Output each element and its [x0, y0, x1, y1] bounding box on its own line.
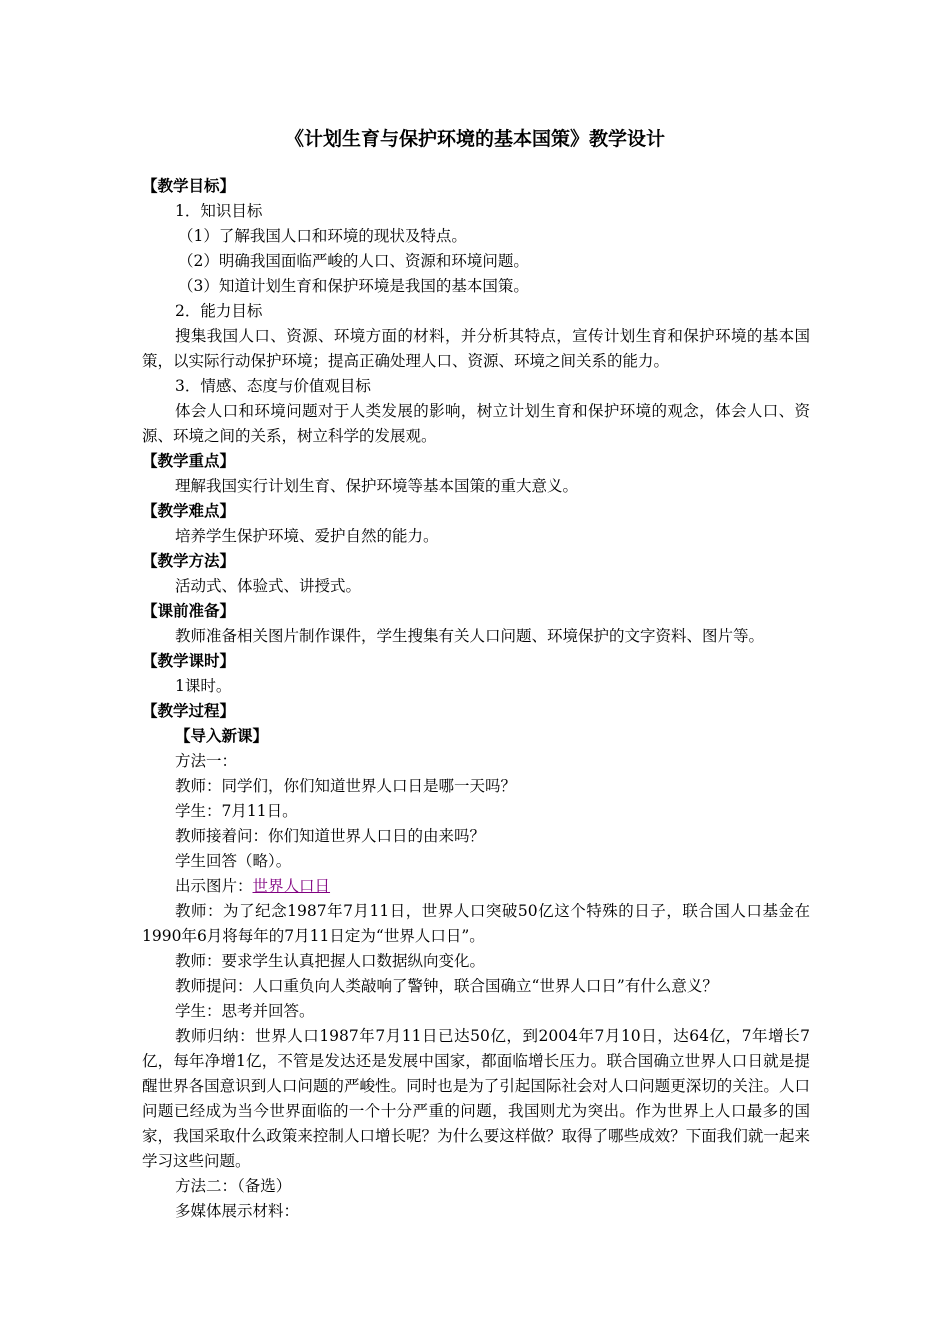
- process-heading: 【教学过程】: [142, 702, 236, 720]
- hours-heading: 【教学课时】: [142, 652, 236, 670]
- knowledge-heading: 1．知识目标: [175, 202, 263, 220]
- teacher-ask: 教师提问：人口重负向人类敲响了警钟，联合国确立“世界人口日”有什么意义？: [175, 977, 718, 995]
- dialog-line: 学生回答（略）。: [175, 852, 292, 870]
- method-text: 活动式、体验式、讲授式。: [175, 577, 362, 595]
- dialog-line: 教师接着问：你们知道世界人口日的由来吗？: [175, 827, 486, 845]
- emotion-text: 体会人口和环境问题对于人类发展的影响，树立计划生育和保护环境的观念，体会人口、资源、环境之间的关系，树立科学的发展观。: [142, 402, 810, 445]
- teacher-summary: 教师归纳：世界人口1987年7月11日已达50亿，到2004年7月10日，达64亿，7年增长7亿，每年净增1亿，不管是发达还是发展中国家，都面临增长压力。联合国确立世界人口日就是提醒世界各国意识到人口问题的严峻性。同时也是为了引起国际社会对人口问题更深切的关注。人口问题已经成为当今世界面临的一个十分严重的问题，我国则尤为突出。作为世界上人口最多的国家，我国采取什么政策来控制人口增长呢？为什么要这样做？取得了哪些成效？下面我们就一起来学习这些问题。: [142, 1027, 810, 1170]
- intro-heading: 【导入新课】: [175, 727, 269, 745]
- ability-text: 搜集我国人口、资源、环境方面的材料，并分析其特点，宣传计划生育和保护环境的基本国策，以实际行动保护环境；提高正确处理人口、资源、环境之间关系的能力。: [142, 327, 810, 370]
- method-heading: 【教学方法】: [142, 552, 236, 570]
- key-heading: 【教学重点】: [142, 452, 236, 470]
- knowledge-item: （2）明确我国面临严峻的人口、资源和环境问题。: [178, 252, 529, 270]
- dialog-line: 学生：7月11日。: [175, 802, 298, 820]
- student-think: 学生：思考并回答。: [175, 1002, 315, 1020]
- difficulty-text: 培养学生保护环境、爱护自然的能力。: [175, 527, 439, 545]
- document-body: [142, 174, 810, 1224]
- hours-text: 1课时。: [175, 677, 232, 695]
- show-picture-line: [142, 874, 810, 899]
- knowledge-item: （1）了解我国人口和环境的现状及特点。: [178, 227, 467, 245]
- knowledge-item: （3）知道计划生育和保护环境是我国的基本国策。: [178, 277, 529, 295]
- teacher-require: 教师：要求学生认真把握人口数据纵向变化。: [175, 952, 486, 970]
- difficulty-heading: 【教学难点】: [142, 502, 236, 520]
- emotion-heading: 3．情感、态度与价值观目标: [175, 377, 371, 395]
- show-picture-label: 出示图片：: [175, 877, 253, 895]
- multimedia-label: 多媒体展示材料：: [175, 1202, 300, 1220]
- teacher-explain: 教师：为了纪念1987年7月11日，世界人口突破50亿这个特殊的日子，联合国人口基金在1990年6月将每年的7月11日定为“世界人口日”。: [142, 902, 810, 945]
- method2-label: 方法二：（备选）: [175, 1177, 292, 1195]
- objectives-heading: 【教学目标】: [142, 177, 236, 195]
- prep-text: 教师准备相关图片制作课件，学生搜集有关人口问题、环境保护的文字资料、图片等。: [175, 627, 765, 645]
- ability-heading: 2．能力目标: [175, 302, 263, 320]
- dialog-line: 教师：同学们，你们知道世界人口日是哪一天吗？: [175, 777, 517, 795]
- key-text: 理解我国实行计划生育、保护环境等基本国策的重大意义。: [175, 477, 579, 495]
- method1-label: 方法一：: [175, 752, 238, 770]
- prep-heading: 【课前准备】: [142, 602, 236, 620]
- world-population-day-link[interactable]: 世界人口日: [252, 877, 331, 895]
- page-title: 《计划生育与保护环境的基本国策》教学设计: [284, 128, 665, 150]
